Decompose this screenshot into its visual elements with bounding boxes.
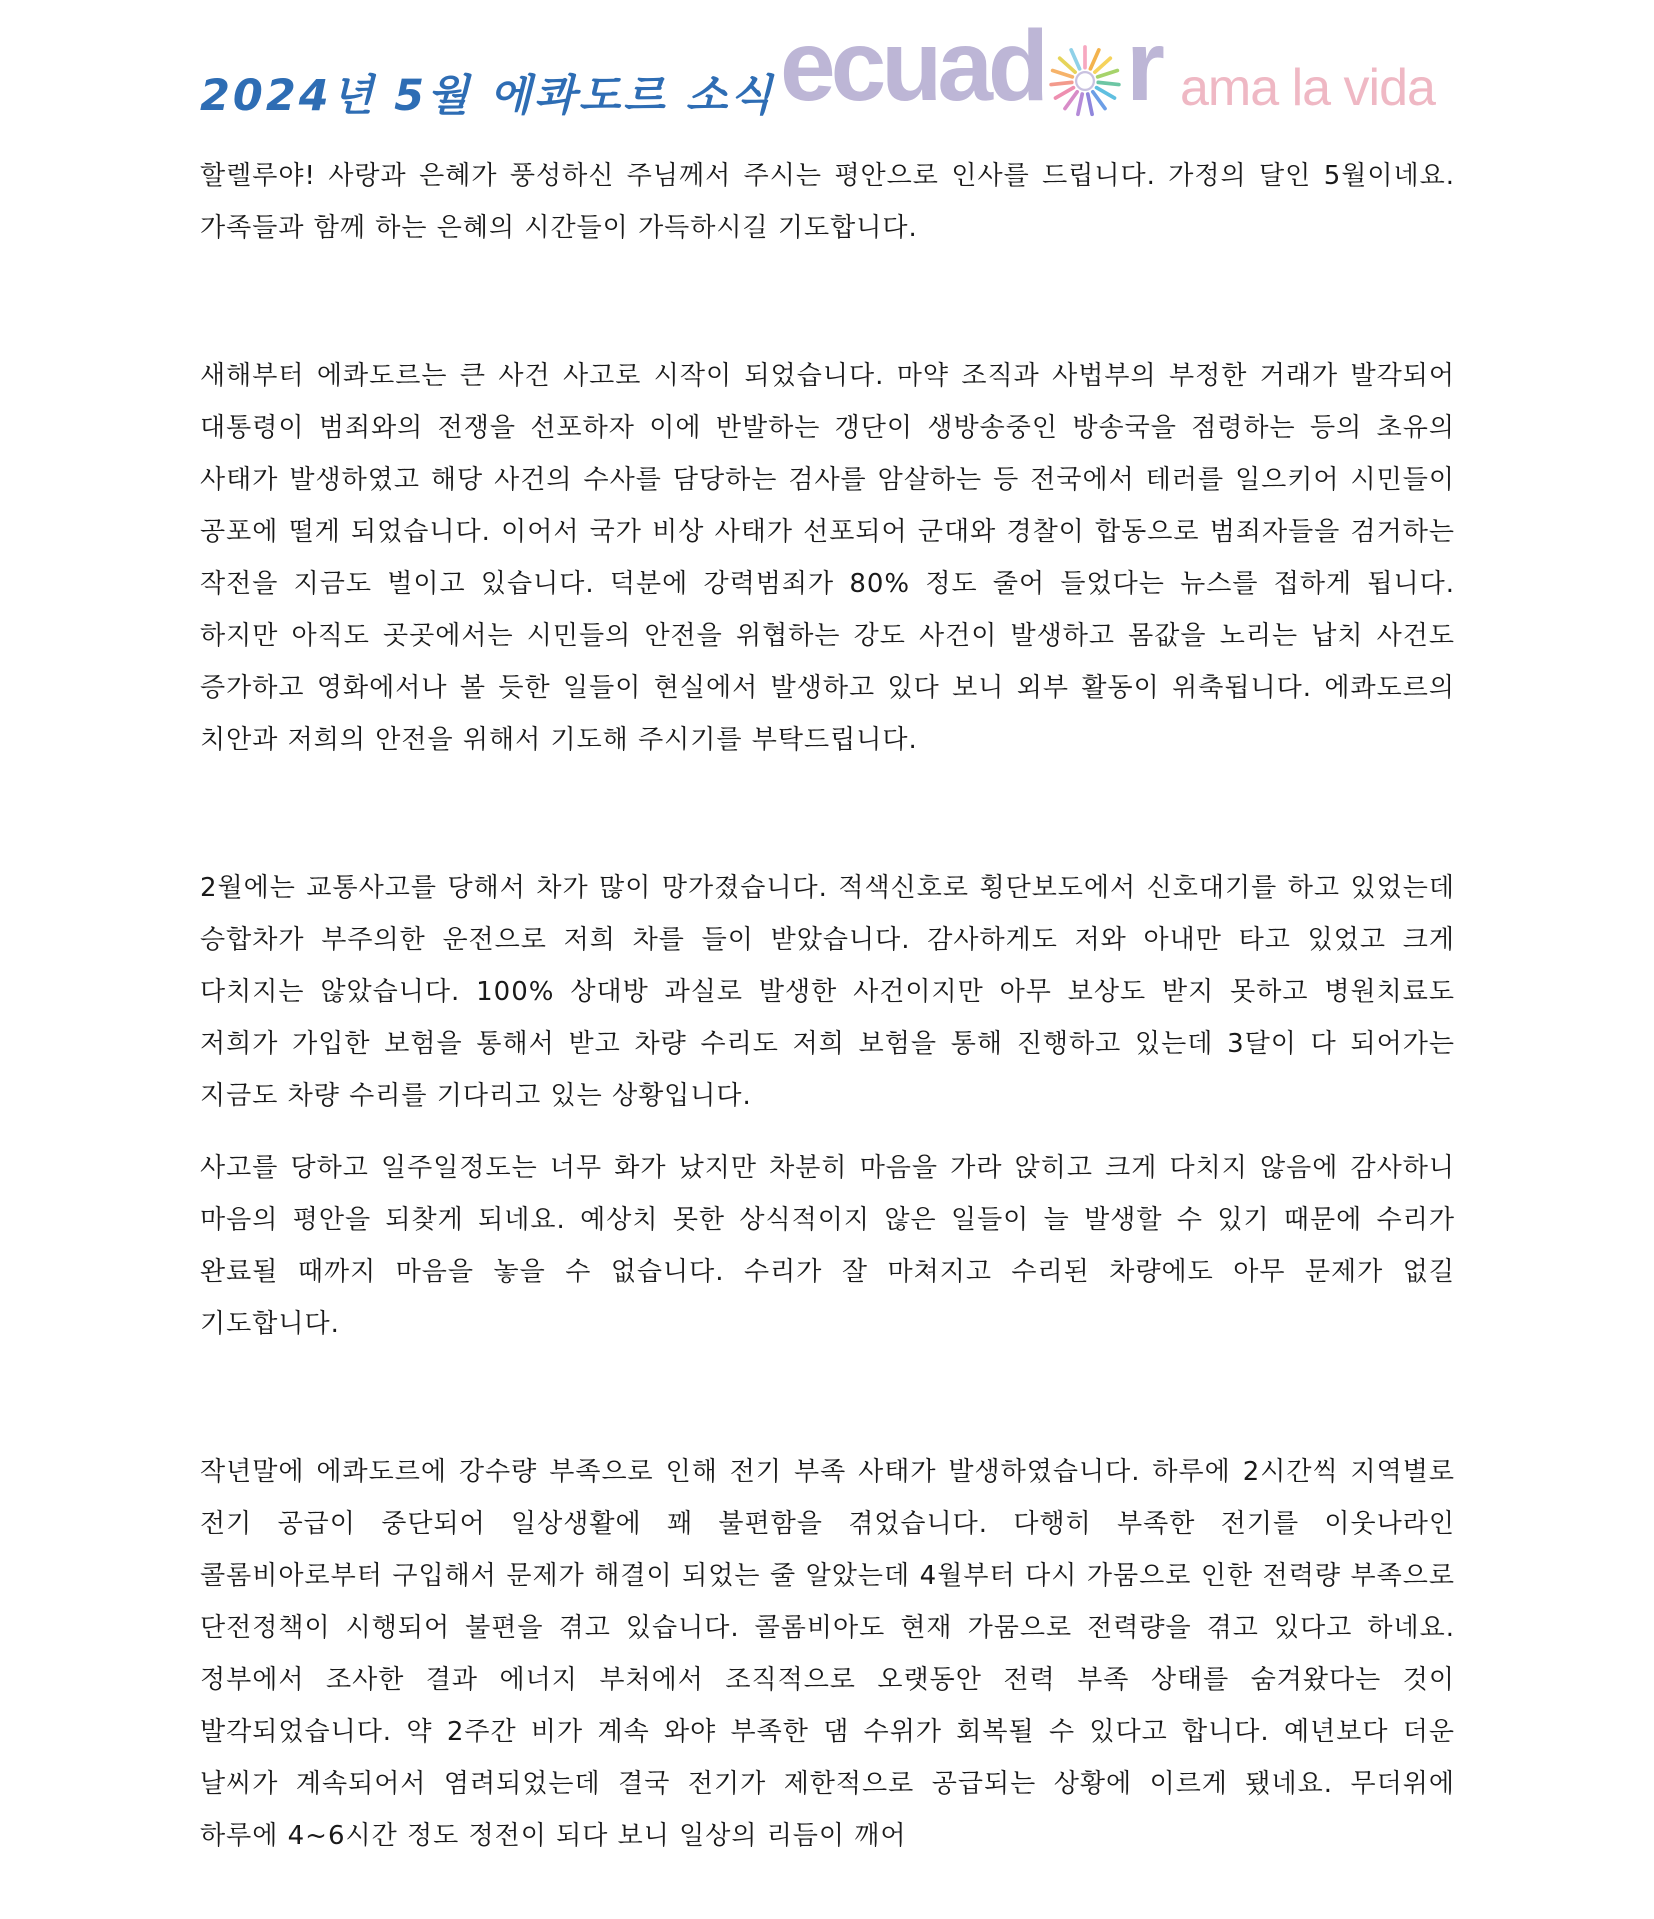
logo-wordmark: ecuad: [780, 10, 1045, 122]
paragraph-greeting: 할렐루야! 사랑과 은혜가 풍성하신 주님께서 주시는 평안으로 인사를 드립니다. 가정의 달인 5월이네요. 가족들과 함께 하는 은혜의 시간들이 가득하시길 기도합니다.: [200, 161, 1455, 243]
paragraph-security: 새해부터 에콰도르는 큰 사건 사고로 시작이 되었습니다. 마약 조직과 사법부의 부정한 거래가 발각되어 대통령이 범죄와의 전쟁을 선포하자 이에 반발하는 갱단이 생방송중인 방송국을 점령하는 등의 초유의 사태가 발생하였고 해당 사건의 수사를 담당하는 검사를 암살하는 등 전국에서 테러를 일으키어 시민들이 공포에 떨게 되었습니다. 이어서 국가 비상 사태가 선포되어 군대와 경찰이 합동으로 범죄자들을 검거하는 작전을 지금도 벌이고 있습니다. 덕분에 강력범죄가 80% 정도 줄어 들었다는 뉴스를 접하게 됩니다. 하지만 아직도 곳곳에서는 시민들의 안전을 위협하는 강도 사건이 발생하고 몸값을 노리는 납치 사건도 증가하고 영화에서나 볼 듯한 일들이 현실에서 발생하고 있다 보니 외부 활동이 위축됩니다. 에콰도르의 치안과 저희의 안전을 위해서 기도해 주시기를 부탁드립니다.: [200, 361, 1455, 755]
paragraph-accident: 2월에는 교통사고를 당해서 차가 많이 망가졌습니다. 적색신호로 횡단보도에서 신호대기를 하고 있었는데 승합차가 부주의한 운전으로 저희 차를 들이 받았습니다. 감사하게도 저와 아내만 타고 있었고 크게 다치지는 않았습니다. 100% 상대방 과실로 발생한 사건이지만 아무 보상도 받지 못하고 병원치료도 저희가 가입한 보험을 통해서 받고 차량 수리도 저희 보험을 통해 진행하고 있는데 3달이 다 되어가는 지금도 차량 수리를 기다리고 있는 상황입니다.: [200, 873, 1455, 1111]
paragraph-spacer: [200, 1350, 1455, 1446]
logo-sun-icon: [1048, 44, 1122, 118]
paragraph-power-shortage: 작년말에 에콰도르에 강수량 부족으로 인해 전기 부족 사태가 발생하였습니다. 하루에 2시간씩 지역별로 전기 공급이 중단되어 일상생활에 꽤 불편함을 겪었습니다. 다행히 부족한 전기를 이웃나라인 콜롬비아로부터 구입해서 문제가 해결이 되었는 줄 알았는데 4월부터 다시 가뭄으로 인한 전력량 부족으로 단전정책이 시행되어 불편을 겪고 있습니다. 콜롬비아도 현재 가뭄으로 전력량을 겪고 있다고 하네요. 정부에서 조사한 결과 에너지 부처에서 조직적으로 오랫동안 전력 부족 상태를 숨겨왔다는 것이 발각되었습니다. 약 2주간 비가 계속 와야 부족한 댐 수위가 회복될 수 있다고 합니다. 예년보다 더운 날씨가 계속되어서 염려되었는데 결국 전기가 제한적으로 공급되는 상황에 이르게 됐네요. 무더위에 하루에 4~6시간 정도 정전이 되다 보니 일상의 리듬이 깨어: [200, 1457, 1455, 1851]
ecuador-logo: [780, 10, 1460, 130]
logo-tagline: ama la vida: [1180, 59, 1435, 117]
paragraph-spacer: [200, 254, 1455, 350]
paragraph-spacer: [200, 766, 1455, 862]
paragraph-accident-followup: 사고를 당하고 일주일정도는 너무 화가 났지만 차분히 마음을 가라 앉히고 크게 다치지 않음에 감사하니 마음의 평안을 되찾게 되네요. 예상치 못한 상식적이지 않은 일들이 늘 발생할 수 있기 때문에 수리가 완료될 때까지 마음을 놓을 수 없습니다. 수리가 잘 마쳐지고 수리된 차량에도 아무 문제가 없길 기도합니다.: [200, 1153, 1455, 1339]
newsletter-body: [200, 150, 1455, 1862]
logo-wordmark-end: r: [1126, 10, 1165, 122]
newsletter-header: [200, 10, 1460, 130]
page-title: 2024년 5월 에콰도르 소식: [200, 71, 775, 121]
paragraph-spacer: [200, 1122, 1455, 1142]
